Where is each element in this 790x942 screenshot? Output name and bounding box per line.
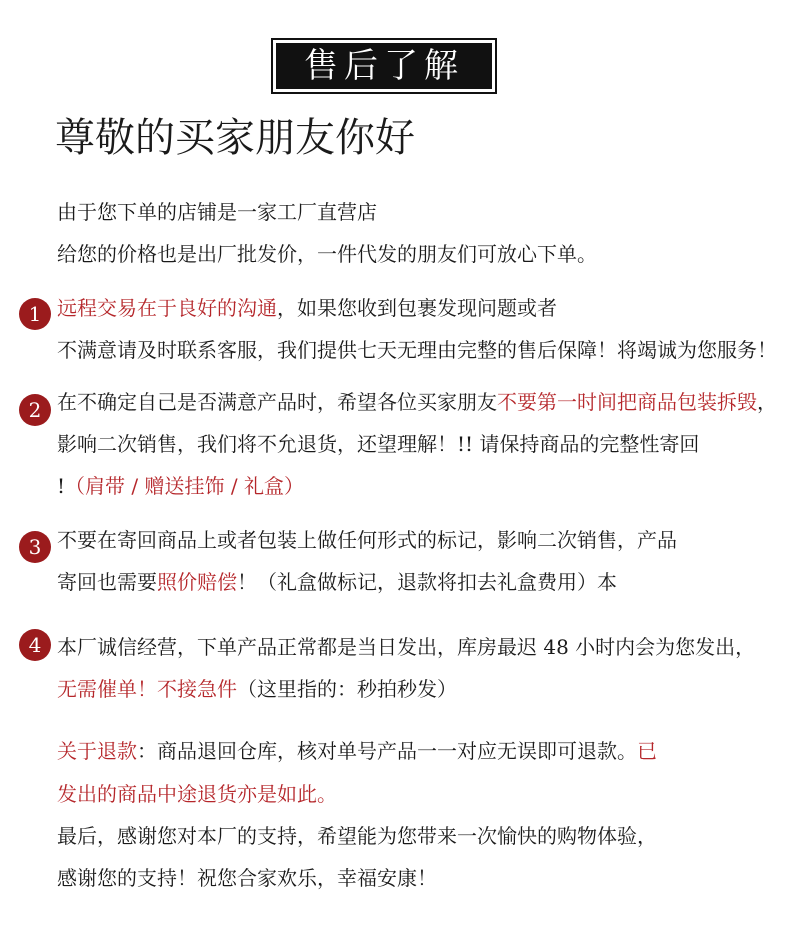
- point-1-line-1: [57, 298, 557, 318]
- text-span: ，如果您收到包裹发现问题或者: [277, 296, 557, 320]
- point-4-line-1: [57, 637, 755, 657]
- intro-line-2: 给您的价格也是出厂批发价，一件代发的朋友们可放心下单。: [57, 242, 597, 266]
- text-span: 已: [637, 739, 657, 763]
- text-span: 发出的商品中途退货亦是如此。: [57, 782, 337, 806]
- text-span: ：商品退回仓库，核对单号产品一一对应无误即可退款。: [137, 739, 637, 763]
- text-span: 不要第一时间把商品包装拆毁: [497, 390, 757, 414]
- refund-line-2: [57, 784, 337, 804]
- point-3-line-2: [57, 572, 617, 592]
- text-span: 最后，感谢您对本厂的支持，希望能为您带来一次愉快的购物体验，: [57, 824, 657, 848]
- number-badge-4: 4: [19, 629, 51, 661]
- section-title: 售后了解: [276, 43, 492, 89]
- number-badge-3: 3: [19, 531, 51, 563]
- point-2-line-3: [57, 476, 304, 496]
- point-3-line-1: [57, 530, 677, 550]
- number-badge-2: 2: [19, 394, 51, 426]
- text-span: ！（礼盒做标记，退款将扣去礼盒费用）本: [237, 570, 617, 594]
- point-2-line-2: [57, 434, 699, 454]
- text-span: ，: [757, 390, 777, 414]
- text-span: （肩带 / 赠送挂饰 / 礼盒）: [65, 474, 304, 498]
- text-span: 照价赔偿: [157, 570, 237, 594]
- point-1-line-2: [57, 340, 777, 360]
- closing-line-2: [57, 868, 437, 888]
- greeting-heading: 尊敬的买家朋友你好: [55, 115, 415, 161]
- text-span: 在不确定自己是否满意产品时，希望各位买家朋友: [57, 390, 497, 414]
- refund-line-1: [57, 741, 657, 761]
- text-span: 影响二次销售，我们将不允退货，还望理解！!! 请保持商品的完整性寄回: [57, 432, 700, 456]
- text-span: 感谢您的支持！祝您合家欢乐，幸福安康！: [57, 866, 437, 890]
- text-span: !: [57, 474, 66, 498]
- point-2-line-1: [57, 392, 777, 412]
- number-badge-1: 1: [19, 298, 51, 330]
- text-span: 远程交易在于良好的沟通: [57, 296, 277, 320]
- closing-line-1: [57, 826, 657, 846]
- section-title-frame: [271, 38, 497, 94]
- text-span: 关于退款: [57, 739, 137, 763]
- text-span: 本厂诚信经营，下单产品正常都是当日发出，库房最迟 48 小时内会为您发出，: [57, 635, 756, 659]
- text-span: （这里指的：秒拍秒发）: [237, 677, 457, 701]
- text-span: 不要在寄回商品上或者包装上做任何形式的标记，影响二次销售，产品: [57, 528, 677, 552]
- text-span: 无需催单！不接急件: [57, 677, 237, 701]
- text-span: 寄回也需要: [57, 570, 157, 594]
- point-4-line-2: [57, 679, 457, 699]
- text-span: 不满意请及时联系客服，我们提供七天无理由完整的售后保障！将竭诚为您服务！: [57, 338, 777, 362]
- intro-line-1: 由于您下单的店铺是一家工厂直营店: [57, 200, 377, 224]
